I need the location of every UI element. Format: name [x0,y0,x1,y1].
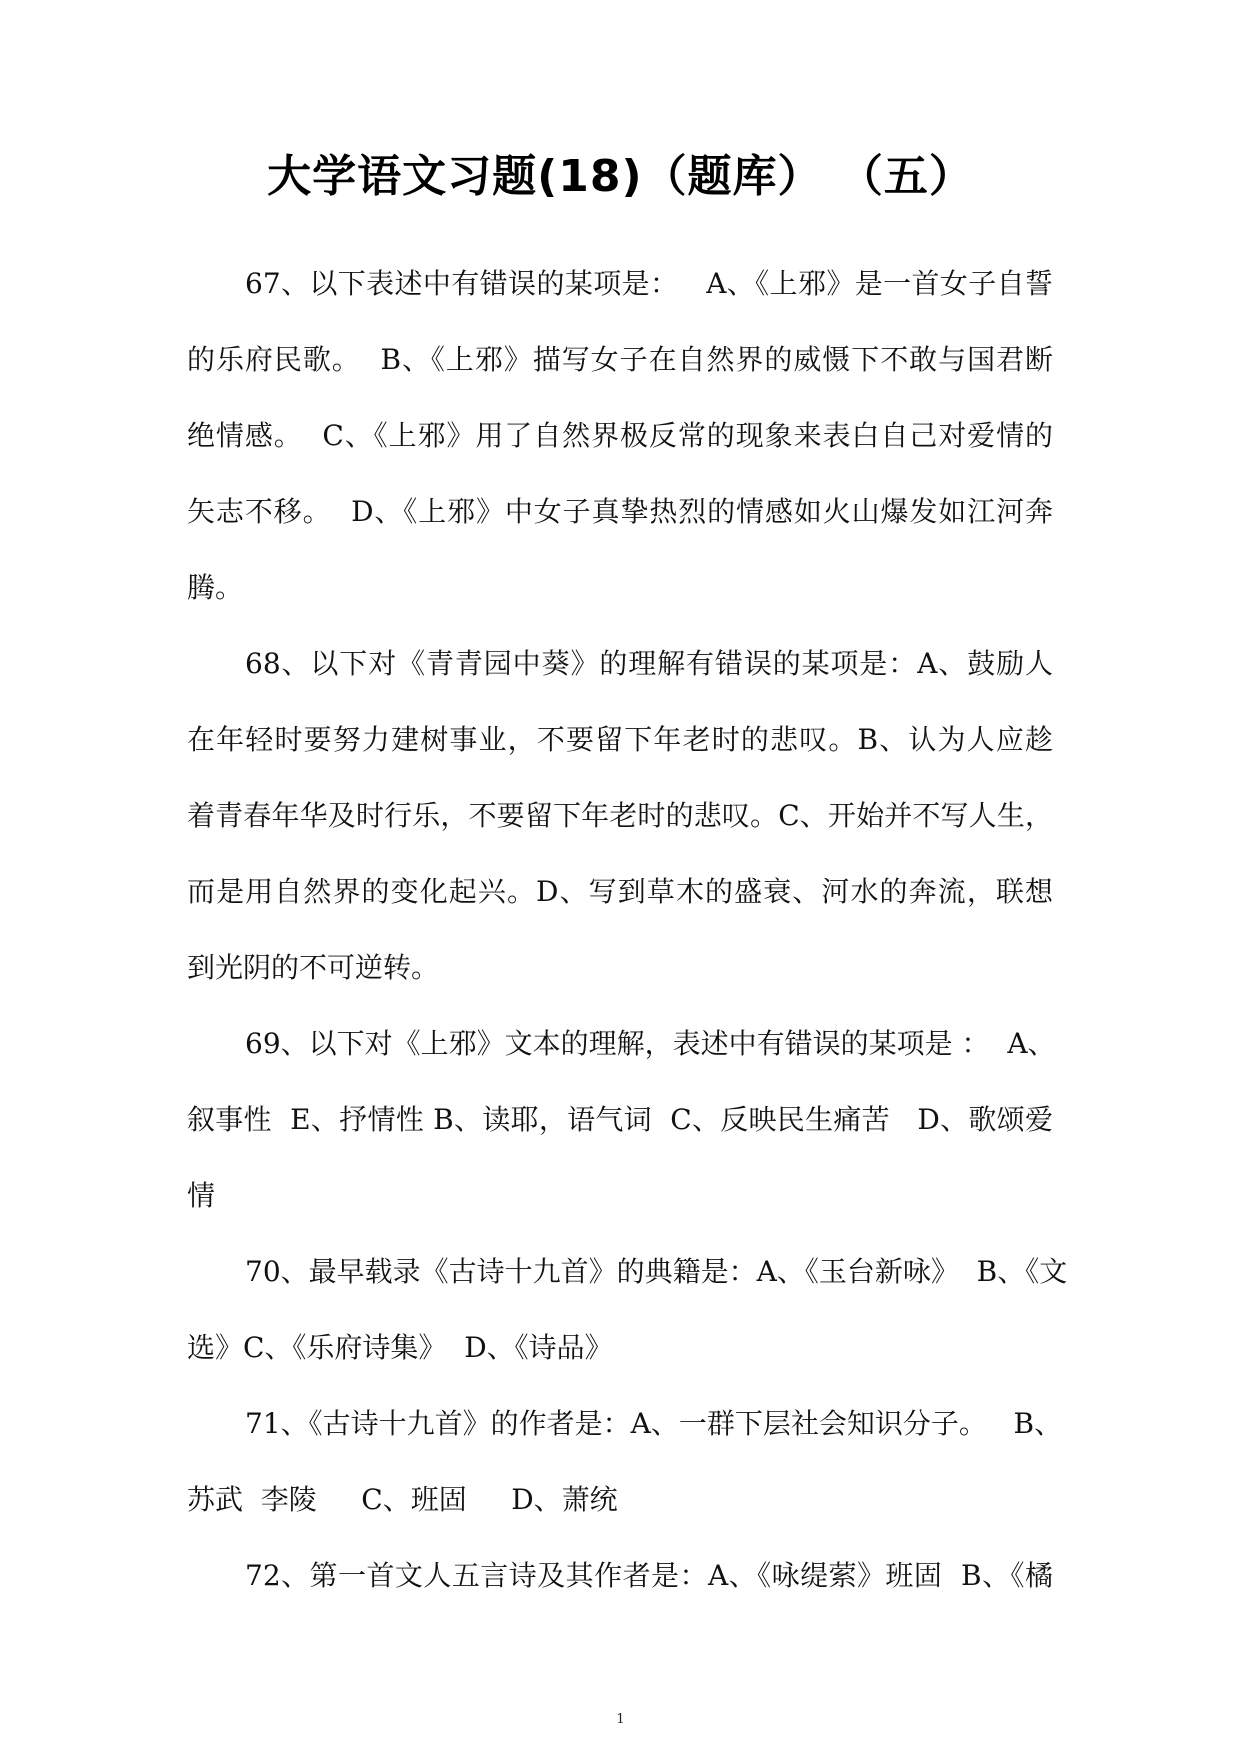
text-line: 68、以下对《青青园中葵》的理解有错误的某项是：A、鼓励人 [245,647,1053,680]
text-line: 67、以下表述中有错误的某项是： A、《上邪》是一首女子自誓 [245,267,1053,300]
text-line: 选》C、《乐府诗集》 D、《诗品》 [187,1331,613,1364]
text-line: 70、最早载录《古诗十九首》的典籍是：A、《玉台新咏》 B、《文 [245,1255,1068,1288]
text-line: 的乐府民歌。 B、《上邪》描写女子在自然界的威慑下不敢与国君断 [187,343,1053,376]
page-title: 大学语文习题(18)（题库） （五） [267,151,974,202]
text-line: 腾。 [187,571,244,604]
text-line: 着青春年华及时行乐，不要留下年老时的悲叹。C、开始并不写人生， [187,799,1053,832]
document-body [187,246,1068,1614]
text-line: 矢志不移。 D、《上邪》中女子真挚热烈的情感如火山爆发如江河奔 [187,495,1053,528]
text-line: 情 [187,1179,216,1212]
text-line: 苏武 李陵 C、班固 D、萧统 [187,1483,618,1516]
text-line: 71、《古诗十九首》的作者是：A、一群下层社会知识分子。 B、 [245,1407,1063,1440]
text-line: 72、第一首文人五言诗及其作者是：A、《咏缇萦》班固 B、《橘 [245,1559,1053,1592]
text-line: 绝情感。 C、《上邪》用了自然界极反常的现象来表白自己对爱情的 [187,419,1053,452]
text-line: 在年轻时要努力建树事业，不要留下年老时的悲叹。B、认为人应趁 [187,723,1053,756]
text-line: 叙事性 E、抒情性 B、读耶，语气词 C、反映民生痛苦 D、歌颂爱 [187,1103,1053,1136]
page-number: 1 [616,1712,625,1727]
text-line: 69、以下对《上邪》文本的理解，表述中有错误的某项是 ： A、 [245,1027,1056,1060]
text-line: 到光阴的不可逆转。 [187,951,440,984]
text-line: 而是用自然界的变化起兴。D、写到草木的盛衰、河水的奔流，联想 [187,875,1053,908]
